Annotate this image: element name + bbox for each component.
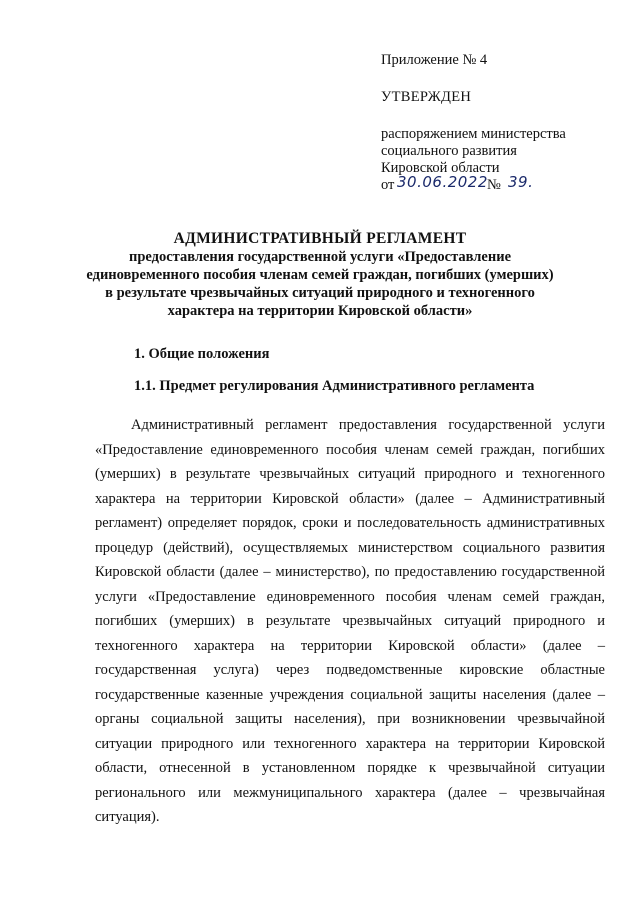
- approval-date-line: [381, 173, 621, 194]
- appendix-label: Приложение № 4: [381, 52, 488, 68]
- title-line-3: в результате чрезвычайных ситуаций природного и техногенного: [105, 285, 535, 301]
- handwritten-number: 39.: [508, 173, 534, 191]
- body-paragraph: Административный регламент предоставления государственной услуги «Предоставление единовременного пособия членам семей граждан, погибших (умерших) в результате чрезвычайных ситуаций природного и техногенного характера на территории Кировской области» (далее – Административный регламент) определяет порядок, сроки и последовательность административных процедур (действий), осуществляемых министерством социального развития Кировской области (далее – министерство), по предоставлению государственной услуги «Предоставление единовременного пособия членам семей граждан, погибших (умерших) в результате чрезвычайных ситуаций природного и техногенного характера на территории Кировской области» (далее – государственная услуга) через подведомственные кировские областные государственные казенные учреждения социальной защиты населения (далее – органы социальной защиты населения), при возникновении чрезвычайной ситуации природного или техногенного характера на территории Кировской области, отнесенной в установленном порядке к чрезвычайной ситуации регионального или межмуниципального характера (далее – чрезвычайная ситуация).: [95, 417, 605, 825]
- section-heading-subject: 1.1. Предмет регулирования Административного регламента: [134, 378, 535, 394]
- approval-line-3: Кировской области: [381, 160, 500, 176]
- approval-line-1: распоряжением министерства: [381, 126, 566, 142]
- title-line-1: предоставления государственной услуги «Предоставление: [128, 249, 512, 265]
- title-line-2: единовременного пособия членам семей граждан, погибших (умерших): [86, 267, 554, 283]
- number-label: №: [487, 177, 501, 193]
- document-title-block: [60, 230, 580, 320]
- approval-line-2: социального развития: [381, 143, 517, 159]
- handwritten-date: 30.06.2022: [397, 173, 488, 191]
- title-line-4: характера на территории Кировской области»: [167, 303, 473, 319]
- from-label: от: [381, 177, 395, 193]
- section-heading-general: 1. Общие положения: [134, 346, 270, 362]
- approval-stamp-block: [381, 52, 621, 194]
- approved-label: УТВЕРЖДЕН: [381, 89, 472, 105]
- document-title: АДМИНИСТРАТИВНЫЙ РЕГЛАМЕНТ: [173, 230, 467, 247]
